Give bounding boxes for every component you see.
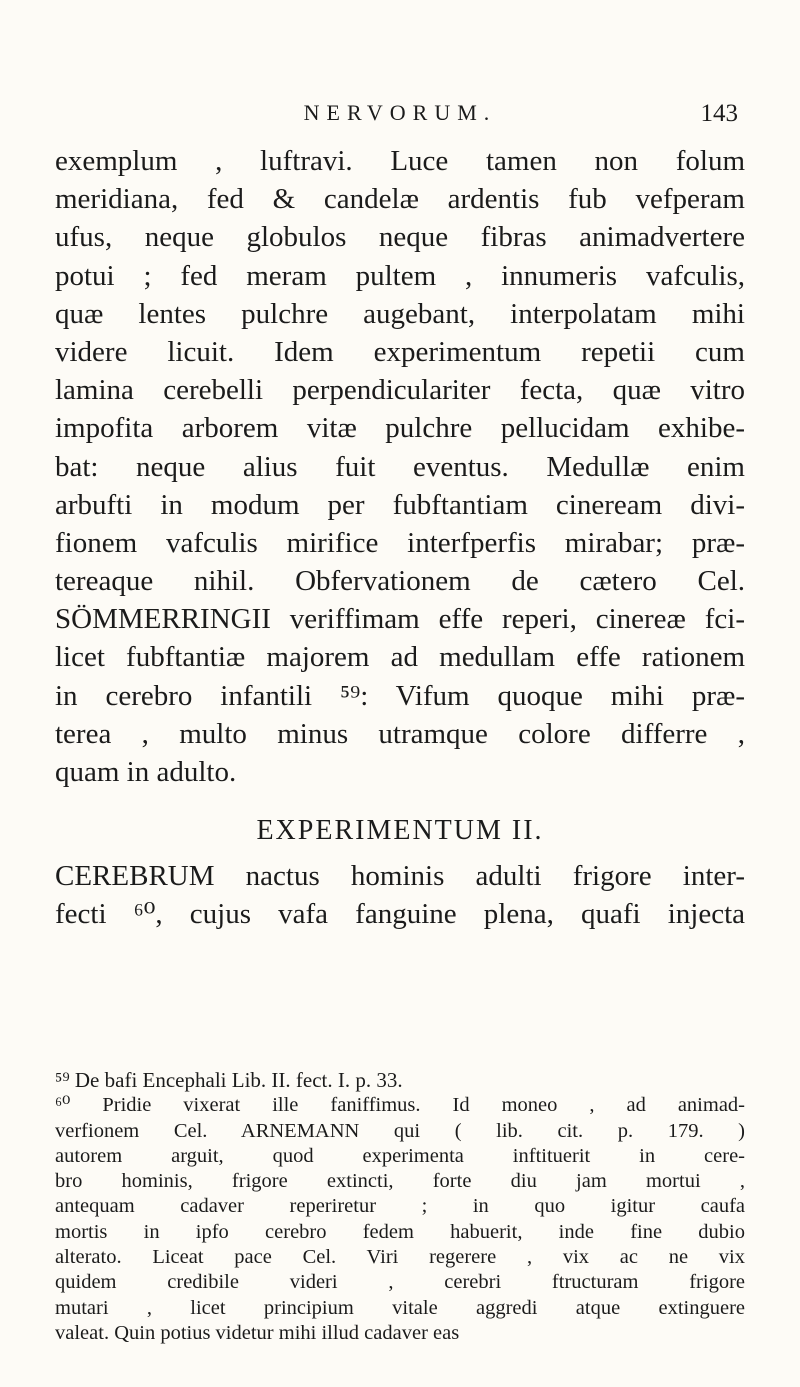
footnote-line: ⁵⁹ De bafi Encephali Lib. II. fect. I. p. 33.: [55, 1068, 403, 1092]
text-line: bat: neque alius fuit eventus. Medullæ enim: [55, 450, 745, 483]
text-line: potui ; fed meram pultem , innumeris vafculis,: [55, 259, 745, 292]
text-line: SÖMMERRINGII veriffimam effe reperi, cinereæ fci-: [55, 603, 745, 636]
footnote-line: alterato. Liceat pace Cel. Viri regerere , vix ac ne vix: [55, 1246, 745, 1269]
footnote-line: bro hominis, frigore extincti, forte diu jam mortui ,: [55, 1170, 745, 1193]
text-line: quæ lentes pulchre augebant, interpolatam mihi: [55, 297, 745, 330]
footnote-line: autorem arguit, quod experimenta inftituerit in cere-: [55, 1144, 745, 1167]
text-line: ufus, neque globulos neque fibras animadvertere: [55, 221, 745, 254]
footnote-line: valeat. Quin potius videtur mihi illud cadaver eas: [55, 1321, 460, 1344]
running-head: [0, 100, 800, 140]
text-line: lamina cerebelli perpendiculariter fecta, quæ vitro: [55, 374, 745, 407]
footnote-line: mutari , licet principium vitale aggredi atque extinguere: [55, 1296, 745, 1319]
page-number: 143: [700, 100, 738, 127]
body-text: [55, 142, 745, 934]
text-line: terea , multo minus utramque colore differre ,: [55, 717, 745, 750]
text-line: meridiana, fed & candelæ ardentis fub vefperam: [55, 183, 745, 216]
running-head-title: NERVORUM.: [303, 100, 497, 125]
text-line: arbufti in modum per fubftantiam cineream divi-: [55, 488, 745, 521]
footnotes: [55, 1068, 745, 1346]
text-line: videre licuit. Idem experimentum repetii cum: [55, 335, 745, 368]
text-line: impofita arborem vitæ pulchre pellucidam exhibe-: [55, 412, 745, 445]
text-line: quam in adulto.: [55, 756, 237, 788]
footnote-line: quidem credibile videri , cerebri ftructuram frigore: [55, 1271, 745, 1294]
footnote-line: ⁶⁰ Pridie vixerat ille faniffimus. Id moneo , ad animad-: [55, 1094, 745, 1117]
footnote-line: verfionem Cel. ARNEMANN qui ( lib. cit. p. 179. ): [55, 1119, 745, 1142]
text-line: exemplum , luftravi. Luce tamen non folum: [55, 145, 745, 177]
section-heading: EXPERIMENTUM II.: [256, 815, 544, 847]
text-line: licet fubftantiæ majorem ad medullam effe rationem: [55, 641, 745, 674]
text-line: in cerebro infantili ⁵⁹: Vifum quoque mihi præ-: [55, 679, 745, 712]
text-line: fionem vafculis mirifice interfperfis mirabar; præ-: [55, 526, 745, 559]
text-line: tereaque nihil. Obfervationem de cætero Cel.: [55, 565, 745, 598]
text-line: CEREBRUM nactus hominis adulti frigore inter-: [55, 860, 745, 893]
footnote-line: antequam cadaver reperiretur ; in quo igitur caufa: [55, 1195, 745, 1218]
footnote-line: mortis in ipfo cerebro fedem habuerit, inde fine dubio: [55, 1220, 745, 1243]
text-line: fecti ⁶⁰, cujus vafa fanguine plena, quafi injecta: [55, 898, 745, 931]
